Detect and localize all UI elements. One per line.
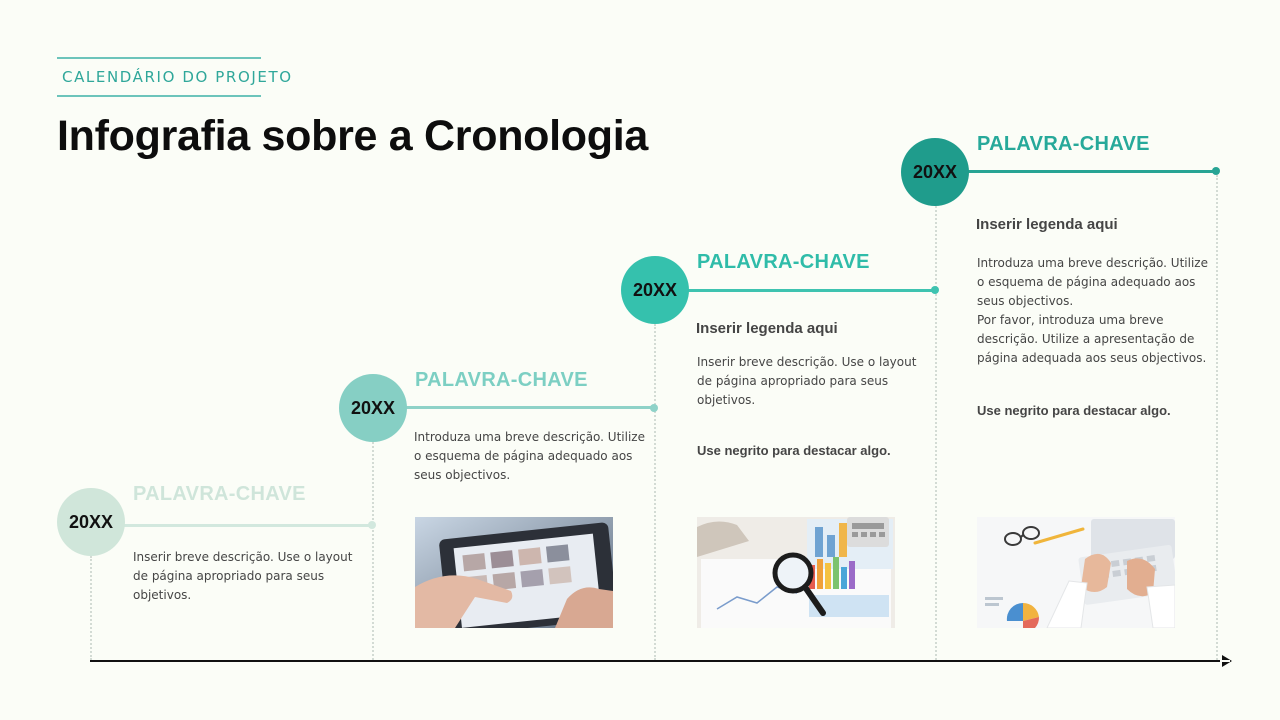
arrow-right-icon <box>1222 655 1232 667</box>
guide-line-4 <box>935 206 937 660</box>
tablet-photo <box>415 517 613 628</box>
eyebrow-label <box>57 57 293 97</box>
milestone-3-caption: Inserir legenda aqui <box>696 320 838 337</box>
milestone-3-year: 20XX <box>632 279 678 300</box>
milestone-1-year: 20XX <box>68 511 114 532</box>
milestone-1-dot <box>368 521 376 529</box>
page-title: Infografia sobre a Cronologia <box>57 112 648 160</box>
milestone-4-dot <box>1212 167 1220 175</box>
guide-line-2 <box>372 442 374 660</box>
milestone-1-line <box>120 524 372 527</box>
laptop-desk-photo <box>977 517 1175 628</box>
milestone-1-description: Inserir breve descrição. Use o layout de página apropriado para seus objetivos. <box>133 550 353 602</box>
milestone-2-year: 20XX <box>350 397 396 418</box>
guide-line-1 <box>90 556 92 660</box>
milestone-4-caption: Inserir legenda aqui <box>976 216 1118 233</box>
milestone-3-dot <box>931 286 939 294</box>
milestone-3-year-circle <box>621 256 689 324</box>
guide-line-3 <box>654 324 656 660</box>
milestone-4-bold-note: Use negrito para destacar algo. <box>977 403 1171 418</box>
milestone-3-keyword: PALAVRA-CHAVE <box>697 251 870 273</box>
milestone-2-description: Introduza uma breve descrição. Utilize o esquema de página adequado aos seus objectivos. <box>414 430 645 482</box>
milestone-4-description: Introduza uma breve descrição. Utilize o esquema de página adequado aos seus objectivos. Por favor, introduza uma breve descrição. Utilize a apresentação de página adequada aos seus objectivos. <box>977 256 1208 365</box>
milestone-2-line <box>400 406 654 409</box>
milestone-2-keyword: PALAVRA-CHAVE <box>415 369 588 391</box>
milestone-4-line <box>965 170 1216 173</box>
charts-magnifier-photo <box>697 517 895 628</box>
timeline-axis <box>90 660 1224 662</box>
milestone-4-keyword: PALAVRA-CHAVE <box>977 133 1150 155</box>
milestone-4-year-circle <box>901 138 969 206</box>
milestone-1-keyword: PALAVRA-CHAVE <box>133 483 306 505</box>
milestone-3-bold-note: Use negrito para destacar algo. <box>697 443 891 458</box>
milestone-2-year-circle <box>339 374 407 442</box>
milestone-4-year: 20XX <box>912 161 958 182</box>
milestone-2-dot <box>650 404 658 412</box>
milestone-1-year-circle <box>57 488 125 556</box>
eyebrow-text: CALENDÁRIO DO PROJETO <box>62 68 293 86</box>
milestone-3-line <box>684 289 935 292</box>
milestone-3-description: Inserir breve descrição. Use o layout de página apropriado para seus objetivos. <box>697 355 917 407</box>
guide-line-5 <box>1216 175 1218 660</box>
